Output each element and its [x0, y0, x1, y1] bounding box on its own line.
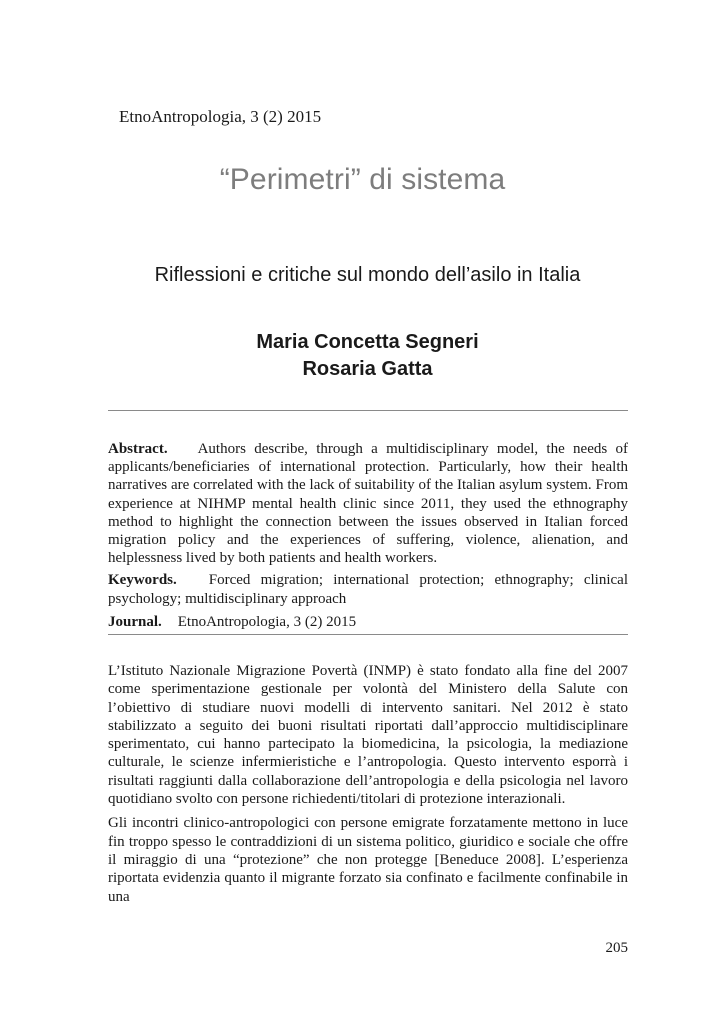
keywords — [108, 571, 628, 607]
body-paragraph: L’Istituto Nazionale Migrazione Povertà (INMP) è stato fondato alla fine del 2007 come sperimentazione gestionale per volontà del Ministero della Salute con l’obiettivo di studiare nuovi modelli di intervento sanitari. Nel 2012 è stato stabilizzato a seguito dei buoni risultati riportati dall’approccio multidisciplinare sperimentato, cui hanno partecipato la biomedicina, la psicologia, la mediazione culturale, le scienze infermieristiche e l’antropologia. Questo intervento esporrà i risultati raggiunti dalla collaborazione dell’antropologia e della psicologia nel lavoro quotidiano svolto con persone richiedenti/titolari di protezione interazionali. — [108, 663, 628, 808]
top-divider — [108, 410, 628, 411]
abstract — [108, 440, 628, 567]
abstract-section — [108, 440, 628, 631]
article-subtitle: Riflessioni e critiche sul mondo dell’asilo in Italia — [154, 264, 581, 286]
body-text — [108, 662, 628, 912]
bottom-divider — [108, 634, 628, 635]
article-title: “Perimetri” di sistema — [219, 163, 506, 196]
journal-text: EtnoAntropologia, 3 (2) 2015 — [177, 613, 357, 630]
keywords-text: Forced migration; international protection; ethnography; clinical psychology; multidisciplinary approach — [108, 572, 628, 607]
author-name: Maria Concetta Segneri — [256, 331, 479, 353]
running-head: EtnoAntropologia, 3 (2) 2015 — [119, 107, 322, 126]
journal-label: Journal. — [108, 613, 162, 630]
journal-line — [108, 613, 628, 631]
body-paragraph: Gli incontri clinico-antropologici con persone emigrate forzatamente mettono in luce fin troppo spesso le contraddizioni di un sistema politico, giuridico e sociale che offre il miraggio di una “protezione” che non protegge [Beneduce 2008]. L’esperienza riportata evidenzia quanto il migrante forzato sia confinato e facilmente confinabile in una — [108, 815, 628, 905]
author-name: Rosaria Gatta — [302, 358, 433, 380]
page-number: 205 — [605, 940, 628, 956]
keywords-label: Keywords. — [108, 572, 177, 589]
author-list — [0, 329, 725, 383]
abstract-label: Abstract. — [108, 441, 168, 457]
abstract-text: Authors describe, through a multidisciplinary model, the needs of applicants/beneficiaries of international protection. Particularly, how their health narratives are correlated with the lack of suitability of the Italian asylum system. From experience at NIHMP mental health clinic since 2011, they used the ethnography method to highlight the connection between the issues observed in Italian forced migration policy and the experiences of suffering, violence, alienation, and helplessness lived by both patients and health workers. — [108, 441, 628, 567]
